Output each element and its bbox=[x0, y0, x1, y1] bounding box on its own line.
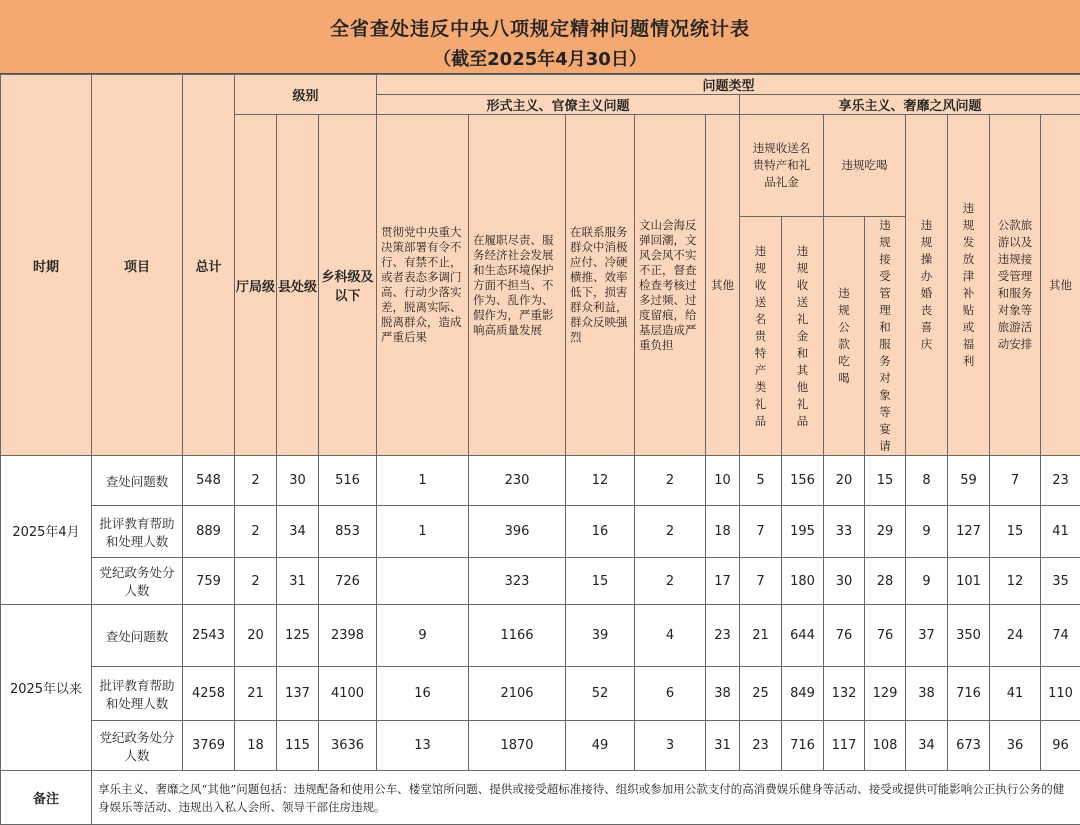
header-formalism-2: 在履职尽责、服务经济社会发展和生态环境保护方面不担当、不作为、乱作为、假作为，严重影响高质量发展 bbox=[469, 115, 566, 456]
value-cell: 350 bbox=[948, 605, 990, 667]
table-row bbox=[1, 721, 1080, 771]
value-cell: 49 bbox=[566, 721, 635, 771]
value-cell: 396 bbox=[469, 506, 566, 558]
value-cell: 38 bbox=[706, 667, 740, 721]
value-cell: 34 bbox=[277, 506, 319, 558]
value-cell: 37 bbox=[906, 605, 948, 667]
value-cell: 30 bbox=[824, 558, 865, 605]
value-cell: 30 bbox=[277, 456, 319, 506]
value-cell: 10 bbox=[706, 456, 740, 506]
value-cell: 20 bbox=[824, 456, 865, 506]
value-cell: 15 bbox=[990, 506, 1041, 558]
value-cell: 548 bbox=[183, 456, 235, 506]
value-cell: 16 bbox=[566, 506, 635, 558]
value-cell: 849 bbox=[782, 667, 824, 721]
value-cell: 39 bbox=[566, 605, 635, 667]
header-eat-public: 违规公款吃喝 bbox=[824, 217, 865, 456]
value-cell: 41 bbox=[990, 667, 1041, 721]
value-cell: 644 bbox=[782, 605, 824, 667]
value-cell: 1 bbox=[377, 506, 469, 558]
header-hedonism-travel: 公款旅游以及违规接受管理和服务对象等旅游活动安排 bbox=[990, 115, 1041, 456]
value-cell: 20 bbox=[235, 605, 277, 667]
value-cell: 716 bbox=[948, 667, 990, 721]
value-cell: 889 bbox=[183, 506, 235, 558]
table-title: 全省查处违反中央八项规定精神问题情况统计表 bbox=[0, 14, 1080, 41]
value-cell: 7 bbox=[740, 558, 782, 605]
table-row bbox=[1, 605, 1080, 667]
value-cell: 3636 bbox=[319, 721, 377, 771]
value-cell: 34 bbox=[906, 721, 948, 771]
value-cell: 516 bbox=[319, 456, 377, 506]
value-cell: 2 bbox=[235, 558, 277, 605]
value-cell: 18 bbox=[235, 721, 277, 771]
item-cell: 批评教育帮助和处理人数 bbox=[92, 667, 183, 721]
value-cell: 21 bbox=[740, 605, 782, 667]
value-cell: 3769 bbox=[183, 721, 235, 771]
value-cell: 759 bbox=[183, 558, 235, 605]
value-cell: 59 bbox=[948, 456, 990, 506]
value-cell: 28 bbox=[865, 558, 906, 605]
value-cell: 2 bbox=[235, 506, 277, 558]
header-hedonism-other: 其他 bbox=[1041, 115, 1080, 456]
value-cell: 23 bbox=[1041, 456, 1080, 506]
value-cell: 108 bbox=[865, 721, 906, 771]
header-period: 时期 bbox=[1, 75, 92, 456]
value-cell: 25 bbox=[740, 667, 782, 721]
period-cell: 2025年4月 bbox=[1, 456, 92, 605]
header-level-below: 乡科级及以下 bbox=[319, 115, 377, 456]
value-cell: 101 bbox=[948, 558, 990, 605]
value-cell: 2 bbox=[635, 506, 706, 558]
value-cell: 180 bbox=[782, 558, 824, 605]
header-level-ting: 厅局级 bbox=[235, 115, 277, 456]
item-cell: 党纪政务处分人数 bbox=[92, 721, 183, 771]
value-cell: 132 bbox=[824, 667, 865, 721]
header-total: 总计 bbox=[183, 75, 235, 456]
table-row bbox=[1, 506, 1080, 558]
header-formalism-1: 贯彻党中央重大决策部署有令不行、有禁不止，或者表态多调门高、行动少落实差，脱离实际、脱离群众，造成严重后果 bbox=[377, 115, 469, 456]
value-cell: 4 bbox=[635, 605, 706, 667]
value-cell: 2 bbox=[635, 558, 706, 605]
remark-label: 备注 bbox=[1, 771, 92, 825]
header-hedonism-eat: 违规吃喝 bbox=[824, 115, 906, 217]
value-cell: 17 bbox=[706, 558, 740, 605]
value-cell: 2 bbox=[635, 456, 706, 506]
value-cell: 21 bbox=[235, 667, 277, 721]
period-cell: 2025年以来 bbox=[1, 605, 92, 771]
value-cell: 35 bbox=[1041, 558, 1080, 605]
value-cell: 96 bbox=[1041, 721, 1080, 771]
value-cell: 18 bbox=[706, 506, 740, 558]
item-cell: 查处问题数 bbox=[92, 605, 183, 667]
value-cell: 129 bbox=[865, 667, 906, 721]
header-level-county: 县处级 bbox=[277, 115, 319, 456]
value-cell: 38 bbox=[906, 667, 948, 721]
header-level: 级别 bbox=[235, 75, 377, 115]
header-gift-specialty: 违规收送名贵特产类礼品 bbox=[740, 217, 782, 456]
table-row bbox=[1, 558, 1080, 605]
header-gift-cash: 违规收送礼金和其他礼品 bbox=[782, 217, 824, 456]
header-hedonism-gift: 违规收送名贵特产和礼品礼金 bbox=[740, 115, 824, 217]
value-cell: 5 bbox=[740, 456, 782, 506]
value-cell: 16 bbox=[377, 667, 469, 721]
value-cell: 117 bbox=[824, 721, 865, 771]
value-cell: 4100 bbox=[319, 667, 377, 721]
value-cell: 7 bbox=[740, 506, 782, 558]
value-cell: 8 bbox=[906, 456, 948, 506]
item-cell: 批评教育帮助和处理人数 bbox=[92, 506, 183, 558]
value-cell: 12 bbox=[990, 558, 1041, 605]
value-cell: 15 bbox=[865, 456, 906, 506]
value-cell: 9 bbox=[906, 558, 948, 605]
value-cell bbox=[377, 558, 469, 605]
value-cell: 115 bbox=[277, 721, 319, 771]
header-formalism-4: 文山会海反弹回潮，文风会风不实不正，督查检查考核过多过频、过度留痕，给基层造成严重负担 bbox=[635, 115, 706, 456]
item-cell: 党纪政务处分人数 bbox=[92, 558, 183, 605]
value-cell: 195 bbox=[782, 506, 824, 558]
value-cell: 9 bbox=[906, 506, 948, 558]
header-hedonism: 享乐主义、奢靡之风问题 bbox=[740, 95, 1080, 115]
value-cell: 3 bbox=[635, 721, 706, 771]
value-cell: 2543 bbox=[183, 605, 235, 667]
statistics-table bbox=[0, 74, 1080, 825]
value-cell: 23 bbox=[706, 605, 740, 667]
value-cell: 13 bbox=[377, 721, 469, 771]
value-cell: 74 bbox=[1041, 605, 1080, 667]
value-cell: 2 bbox=[235, 456, 277, 506]
value-cell: 9 bbox=[377, 605, 469, 667]
value-cell: 726 bbox=[319, 558, 377, 605]
value-cell: 12 bbox=[566, 456, 635, 506]
header-problem-type: 问题类型 bbox=[377, 75, 1080, 95]
value-cell: 7 bbox=[990, 456, 1041, 506]
value-cell: 36 bbox=[990, 721, 1041, 771]
value-cell: 2398 bbox=[319, 605, 377, 667]
value-cell: 1166 bbox=[469, 605, 566, 667]
value-cell: 76 bbox=[824, 605, 865, 667]
value-cell: 1870 bbox=[469, 721, 566, 771]
value-cell: 853 bbox=[319, 506, 377, 558]
value-cell: 2106 bbox=[469, 667, 566, 721]
table-title-bar bbox=[0, 0, 1080, 74]
value-cell: 33 bbox=[824, 506, 865, 558]
value-cell: 673 bbox=[948, 721, 990, 771]
value-cell: 4258 bbox=[183, 667, 235, 721]
value-cell: 137 bbox=[277, 667, 319, 721]
value-cell: 110 bbox=[1041, 667, 1080, 721]
value-cell: 323 bbox=[469, 558, 566, 605]
value-cell: 127 bbox=[948, 506, 990, 558]
value-cell: 15 bbox=[566, 558, 635, 605]
table-row bbox=[1, 456, 1080, 506]
value-cell: 156 bbox=[782, 456, 824, 506]
item-cell: 查处问题数 bbox=[92, 456, 183, 506]
table-row bbox=[1, 667, 1080, 721]
header-formalism-3: 在联系服务群众中消极应付、冷硬横推、效率低下，损害群众利益，群众反映强烈 bbox=[566, 115, 635, 456]
value-cell: 52 bbox=[566, 667, 635, 721]
value-cell: 31 bbox=[277, 558, 319, 605]
value-cell: 76 bbox=[865, 605, 906, 667]
value-cell: 24 bbox=[990, 605, 1041, 667]
value-cell: 41 bbox=[1041, 506, 1080, 558]
value-cell: 230 bbox=[469, 456, 566, 506]
value-cell: 1 bbox=[377, 456, 469, 506]
table-subtitle: （截至2025年4月30日） bbox=[0, 45, 1080, 71]
header-hedonism-subsidy: 违规发放津补贴或福利 bbox=[948, 115, 990, 456]
header-formalism: 形式主义、官僚主义问题 bbox=[377, 95, 740, 115]
value-cell: 23 bbox=[740, 721, 782, 771]
value-cell: 125 bbox=[277, 605, 319, 667]
value-cell: 31 bbox=[706, 721, 740, 771]
value-cell: 29 bbox=[865, 506, 906, 558]
header-formalism-other: 其他 bbox=[706, 115, 740, 456]
value-cell: 6 bbox=[635, 667, 706, 721]
remark-text: 享乐主义、奢靡之风“其他”问题包括：违规配备和使用公车、楼堂馆所问题、提供或接受超标准接待、组织或参加用公款支付的高消费娱乐健身等活动、接受或提供可能影响公正执行公务的健身娱乐等活动、违规出入私人会所、领导干部住房违规。 bbox=[92, 771, 1080, 825]
header-item: 项目 bbox=[92, 75, 183, 456]
header-eat-banquet: 违规接受管理和服务对象等宴请 bbox=[865, 217, 906, 456]
header-hedonism-wedding: 违规操办婚丧喜庆 bbox=[906, 115, 948, 456]
value-cell: 716 bbox=[782, 721, 824, 771]
